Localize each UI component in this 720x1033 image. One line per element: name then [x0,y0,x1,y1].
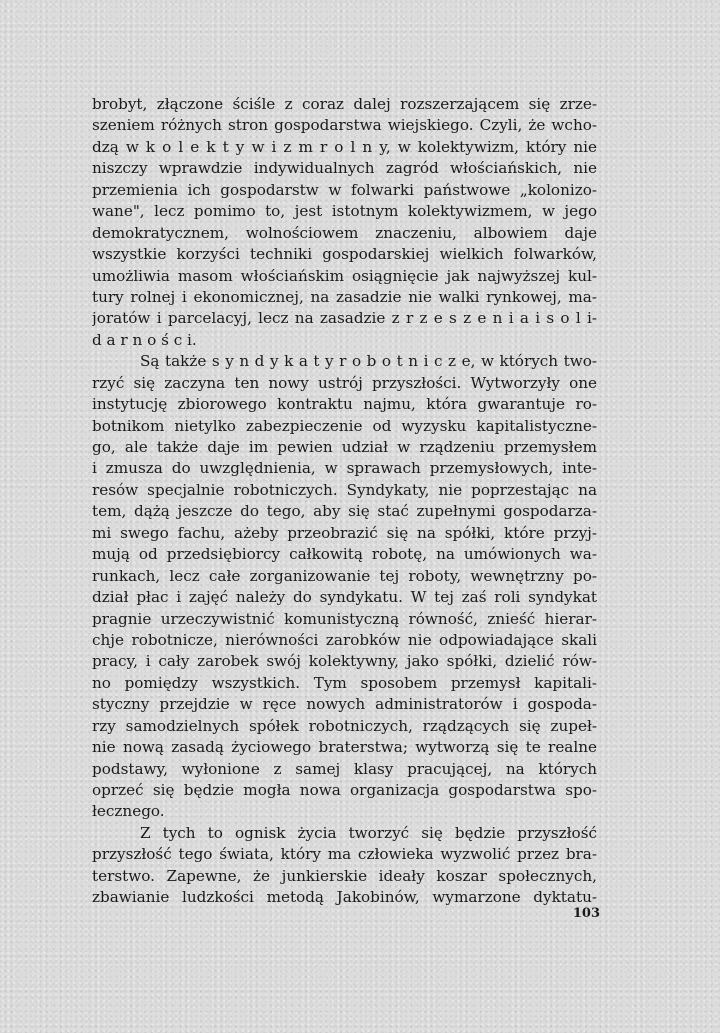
text-line: przyszłość tego świata, który ma człowieka wyzwolić przez bra- [92,845,597,864]
text-line: oprzeć się będzie mogła nowa organizacja gospodarstwa spo- [92,781,597,799]
text-line: szeniem różnych stron gospodarstwa wiejskiego. Czyli, że wcho- [92,116,597,135]
text-line: mują od przedsiębiorcy całkowitą robotę, na umówionych wa- [92,545,597,564]
text-line: tem, dążą jeszcze do tego, aby się stać zupełnymi gospodarza- [92,502,597,521]
text-line: brobyt, złączone ściśle z coraz dalej rozszerzającem się zrze- [92,95,597,113]
text-line: terstwo. Zapewne, że junkierskie ideały koszar społecznych, [92,866,597,885]
page-number: 103 [572,906,600,921]
text-line: zbawianie ludzkości metodą Jakobinów, wymarzone dyktatu- [92,888,597,907]
text-line: no pomiędzy wszystkich. Tym sposobem przemysł kapitali- [92,673,597,692]
text-line: dzą w k o l e k t y w i z m r o l n y, w kolektywizm, który nie [92,137,597,156]
text-line: dział płac i zajęć należy do syndykatu. W tej zaś roli syndykat [92,588,597,607]
text-line: d a r n o ś c i. [92,330,197,349]
text-line: styczny przejdzie w ręce nowych administratorów i gospoda- [92,695,597,714]
text-line: pracy, i cały zarobek swój kolektywny, jako spółki, dzielić rów- [92,652,597,671]
text-line: joratów i parcelacyj, lecz na zasadzie z r z e s z e n i a i s o l i- [92,309,597,328]
text-line: nie nową zasadą życiowego braterstwa; wytworzą się te realne [92,738,597,757]
text-line: chje robotnicze, nierówności zarobków nie odpowiadające skali [92,630,597,649]
text-line: mi swego fachu, ażeby przeobrazić się na spółki, które przyj- [92,523,597,542]
text-line: podstawy, wyłonione z samej klasy pracującej, na których [92,759,597,778]
text-line: umożliwia masom włościańskim osiągnięcie jak najwyższej kul- [92,266,597,285]
text-line: botnikom nietylko zabezpieczenie od wyzysku kapitalistyczne- [92,416,597,435]
text-line: rzyć się zaczyna ten nowy ustrój przyszłości. Wytworzyły one [92,373,597,392]
text-line: niszczy wprawdzie indywidualnych zagród włościańskich, nie [92,159,597,178]
text-line: Z tych to ognisk życia tworzyć się będzie przyszłość [140,823,597,842]
text-line: rzy samodzielnych spółek robotniczych, rządzących się zupeł- [92,716,597,735]
text-line: instytucję zbiorowego kontraktu najmu, która gwarantuje ro- [92,395,597,414]
text-line: resów specjalnie robotniczych. Syndykaty, nie poprzestając na [92,480,597,499]
text-line: i zmusza do uwzględnienia, w sprawach przemysłowych, inte- [92,459,597,478]
text-line: pragnie urzeczywistnić komunistyczną równość, znieść hierar- [92,609,597,628]
text-line: przemienia ich gospodarstw w folwarki państwowe „kolonizo- [92,180,597,199]
text-line: runkach, lecz całe zorganizowanie tej roboty, wewnętrzny po- [92,566,597,585]
text-line: go, ale także daje im pewien udział w rządzeniu przemysłem [92,438,597,456]
text-line: Są także s y n d y k a t y r o b o t n i c z e, w których two- [140,352,597,371]
text-line: wane", lecz pomimo to, jest istotnym kolektywizmem, w jego [92,202,597,221]
text-line: tury rolnej i ekonomicznej, na zasadzie nie walki rynkowej, ma- [92,287,597,306]
text-line: łecznego. [92,802,165,821]
text-line: wszystkie korzyści techniki gospodarskiej wielkich folwarków, [92,245,597,264]
body-text [92,94,597,909]
text-line: demokratycznem, wolnościowem znaczeniu, albowiem daje [92,223,597,242]
